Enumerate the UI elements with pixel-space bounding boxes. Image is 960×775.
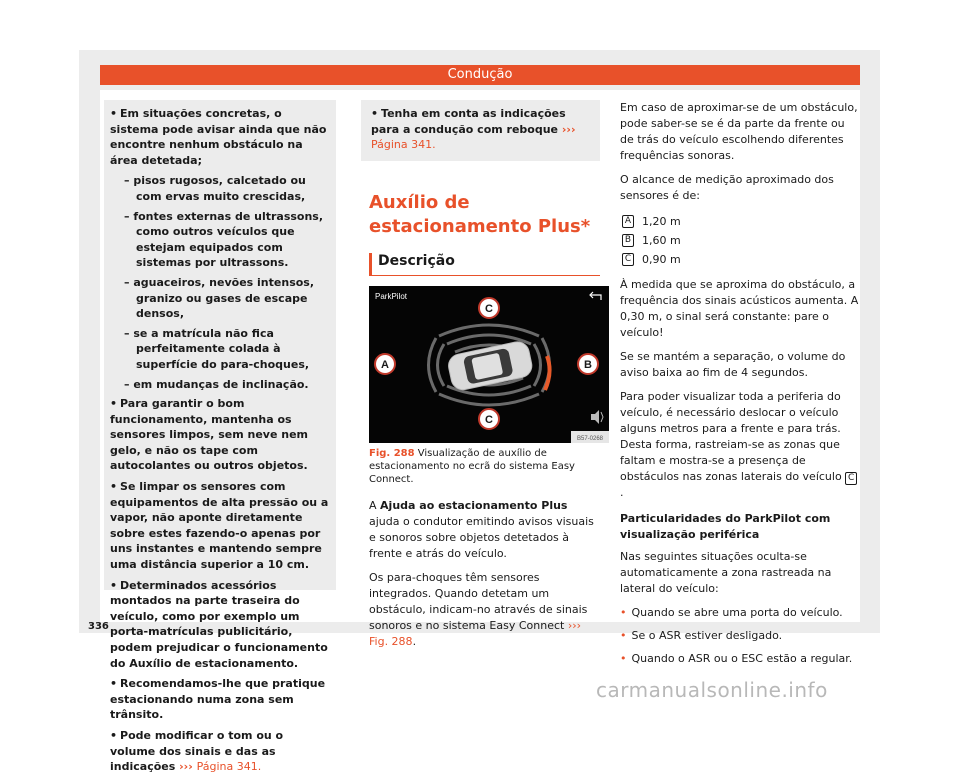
link-arrow-icon: ››› — [561, 122, 576, 136]
note-item: • Tenha em conta as indicações para a condução com reboque ››› Página 341. — [371, 107, 576, 152]
label-b — [578, 354, 598, 374]
note-subitem: – fontes externas de ultrassons, como outros veículos que estejam equipados com sistemas por ultrassons. — [124, 209, 324, 270]
label-c-top — [479, 298, 499, 318]
parkpilot-figure — [369, 286, 609, 443]
notes-box — [104, 100, 336, 774]
link-arrow-icon: ››› — [179, 760, 193, 774]
svg-text:C: C — [485, 413, 493, 426]
column-3 — [620, 100, 860, 674]
label-b-badge: B — [622, 234, 634, 247]
svg-text:C: C — [485, 302, 493, 315]
column-1 — [104, 100, 336, 774]
paragraph: O alcance de medição aproximado dos sensores é de: — [620, 173, 834, 202]
label-a-badge: A — [622, 215, 634, 228]
label-a — [375, 354, 395, 374]
page-header: Condução — [100, 65, 860, 85]
note-subitem: – se a matrícula não fica perfeitamente colada à superfície do para-choques, — [124, 326, 310, 371]
range-item: B 1,60 m — [622, 231, 860, 250]
svg-text:A: A — [381, 358, 389, 371]
paragraph: Se se mantém a separação, o volume do aviso baixa ao fim de 4 segundos. — [620, 350, 846, 379]
paragraph: Nas seguintes situações oculta-se automaticamente a zona rastreada na lateral do veículo: — [620, 550, 832, 595]
section-title: Auxílio de estacionamento Plus* — [369, 191, 591, 237]
note-item: • Se limpar os sensores com equipamentos de alta pressão ou a vapor, não aponte diretamente sobre estes fazendo-o apenas por uns instantes e mantendo sempre uma distância superior a 10 cm. — [110, 480, 329, 572]
note-subitem: – em mudanças de inclinação. — [124, 377, 309, 391]
label-c-badge: C — [622, 253, 634, 266]
screen-title: ParkPilot — [375, 291, 408, 301]
svg-text:B: B — [584, 358, 592, 371]
link-arrow-icon: ››› — [567, 618, 582, 632]
subsection-title: Descrição — [369, 253, 600, 276]
note-item: • Para garantir o bom funcionamento, mantenha os sensores limpos, sem neve nem gelo, e não os tape com autocolantes ou outros objetos. — [110, 397, 308, 473]
note-item: • Pode modificar o tom ou o volume dos sinais e das as indicações ››› Página 341. — [110, 728, 284, 774]
towing-note-box — [361, 100, 600, 161]
figure-link[interactable]: Fig. 288 — [369, 634, 413, 648]
bullet-item: • Quando o ASR ou o ESC estão a regular. — [620, 652, 853, 665]
paragraph: Em caso de aproximar-se de um obstáculo, pode saber-se se é da parte da frente ou de trás do veículo escolhendo diferentes frequências sonoras. — [620, 101, 858, 162]
note-subitem: – aguaceiros, nevões intensos, granizo ou gases de escape densos, — [124, 275, 315, 321]
paragraph: A Ajuda ao estacionamento Plus ajuda o condutor emitindo avisos visuais e sonoros sobre objetos detetados à frente e atrás do veículo. — [369, 498, 594, 560]
paragraph: Os para-choques têm sensores integrados. Quando detetam um obstáculo, indicam-no através de sinais sonoros e no sistema Easy Connect ››› Fig. 288. — [369, 570, 588, 648]
note-item: • Recomendamos-lhe que pratique estacionando numa zona sem trânsito. — [110, 677, 326, 722]
label-c-badge: C — [845, 472, 857, 485]
paragraph: À medida que se aproxima do obstáculo, a frequência dos sinais acústicos aumenta. A 0,30 m, o sinal será constante: pare o veículo! — [620, 278, 859, 339]
page-link[interactable]: Página 341. — [371, 138, 436, 152]
paragraph: Para poder visualizar toda a periferia do veículo, é necessário deslocar o veículo alguns metros para a frente e para trás. Desta forma, rastreiam-se as zonas que faltam e mostra-se a presença de obstáculos nas zonas laterais do veículo C. — [620, 389, 860, 501]
parkpilot-screen — [369, 286, 609, 443]
page-number: 336 — [88, 621, 109, 632]
page-link[interactable]: Página 341. — [196, 760, 262, 774]
range-item: A 1,20 m — [622, 212, 860, 231]
watermark: carmanualsonline.info — [596, 678, 828, 702]
bullet-item: • Quando se abre uma porta do veículo. — [620, 606, 843, 619]
subheading: Particularidades do ParkPilot com visualização periférica — [620, 512, 831, 541]
figure-code: B57-0268 — [576, 435, 604, 442]
label-c-bottom — [479, 409, 499, 429]
column-2 — [357, 100, 604, 658]
note-item: • Em situações concretas, o sistema pode avisar ainda que não encontre nenhum obstáculo na área detetada; — [110, 107, 327, 167]
note-item: • Determinados acessórios montados na parte traseira do veículo, como por exemplo um porta-matrículas publicitário, podem prejudicar o funcionamento do Auxílio de estacionamento. — [110, 578, 328, 670]
figure-caption: Fig. 288 Visualização de auxílio de estacionamento no ecrã do sistema Easy Connect. — [369, 447, 575, 485]
range-item: C 0,90 m — [622, 250, 860, 269]
bullet-item: • Se o ASR estiver desligado. — [620, 629, 783, 642]
note-subitem: – pisos rugosos, calcetado ou com ervas muito crescidas, — [124, 174, 306, 203]
